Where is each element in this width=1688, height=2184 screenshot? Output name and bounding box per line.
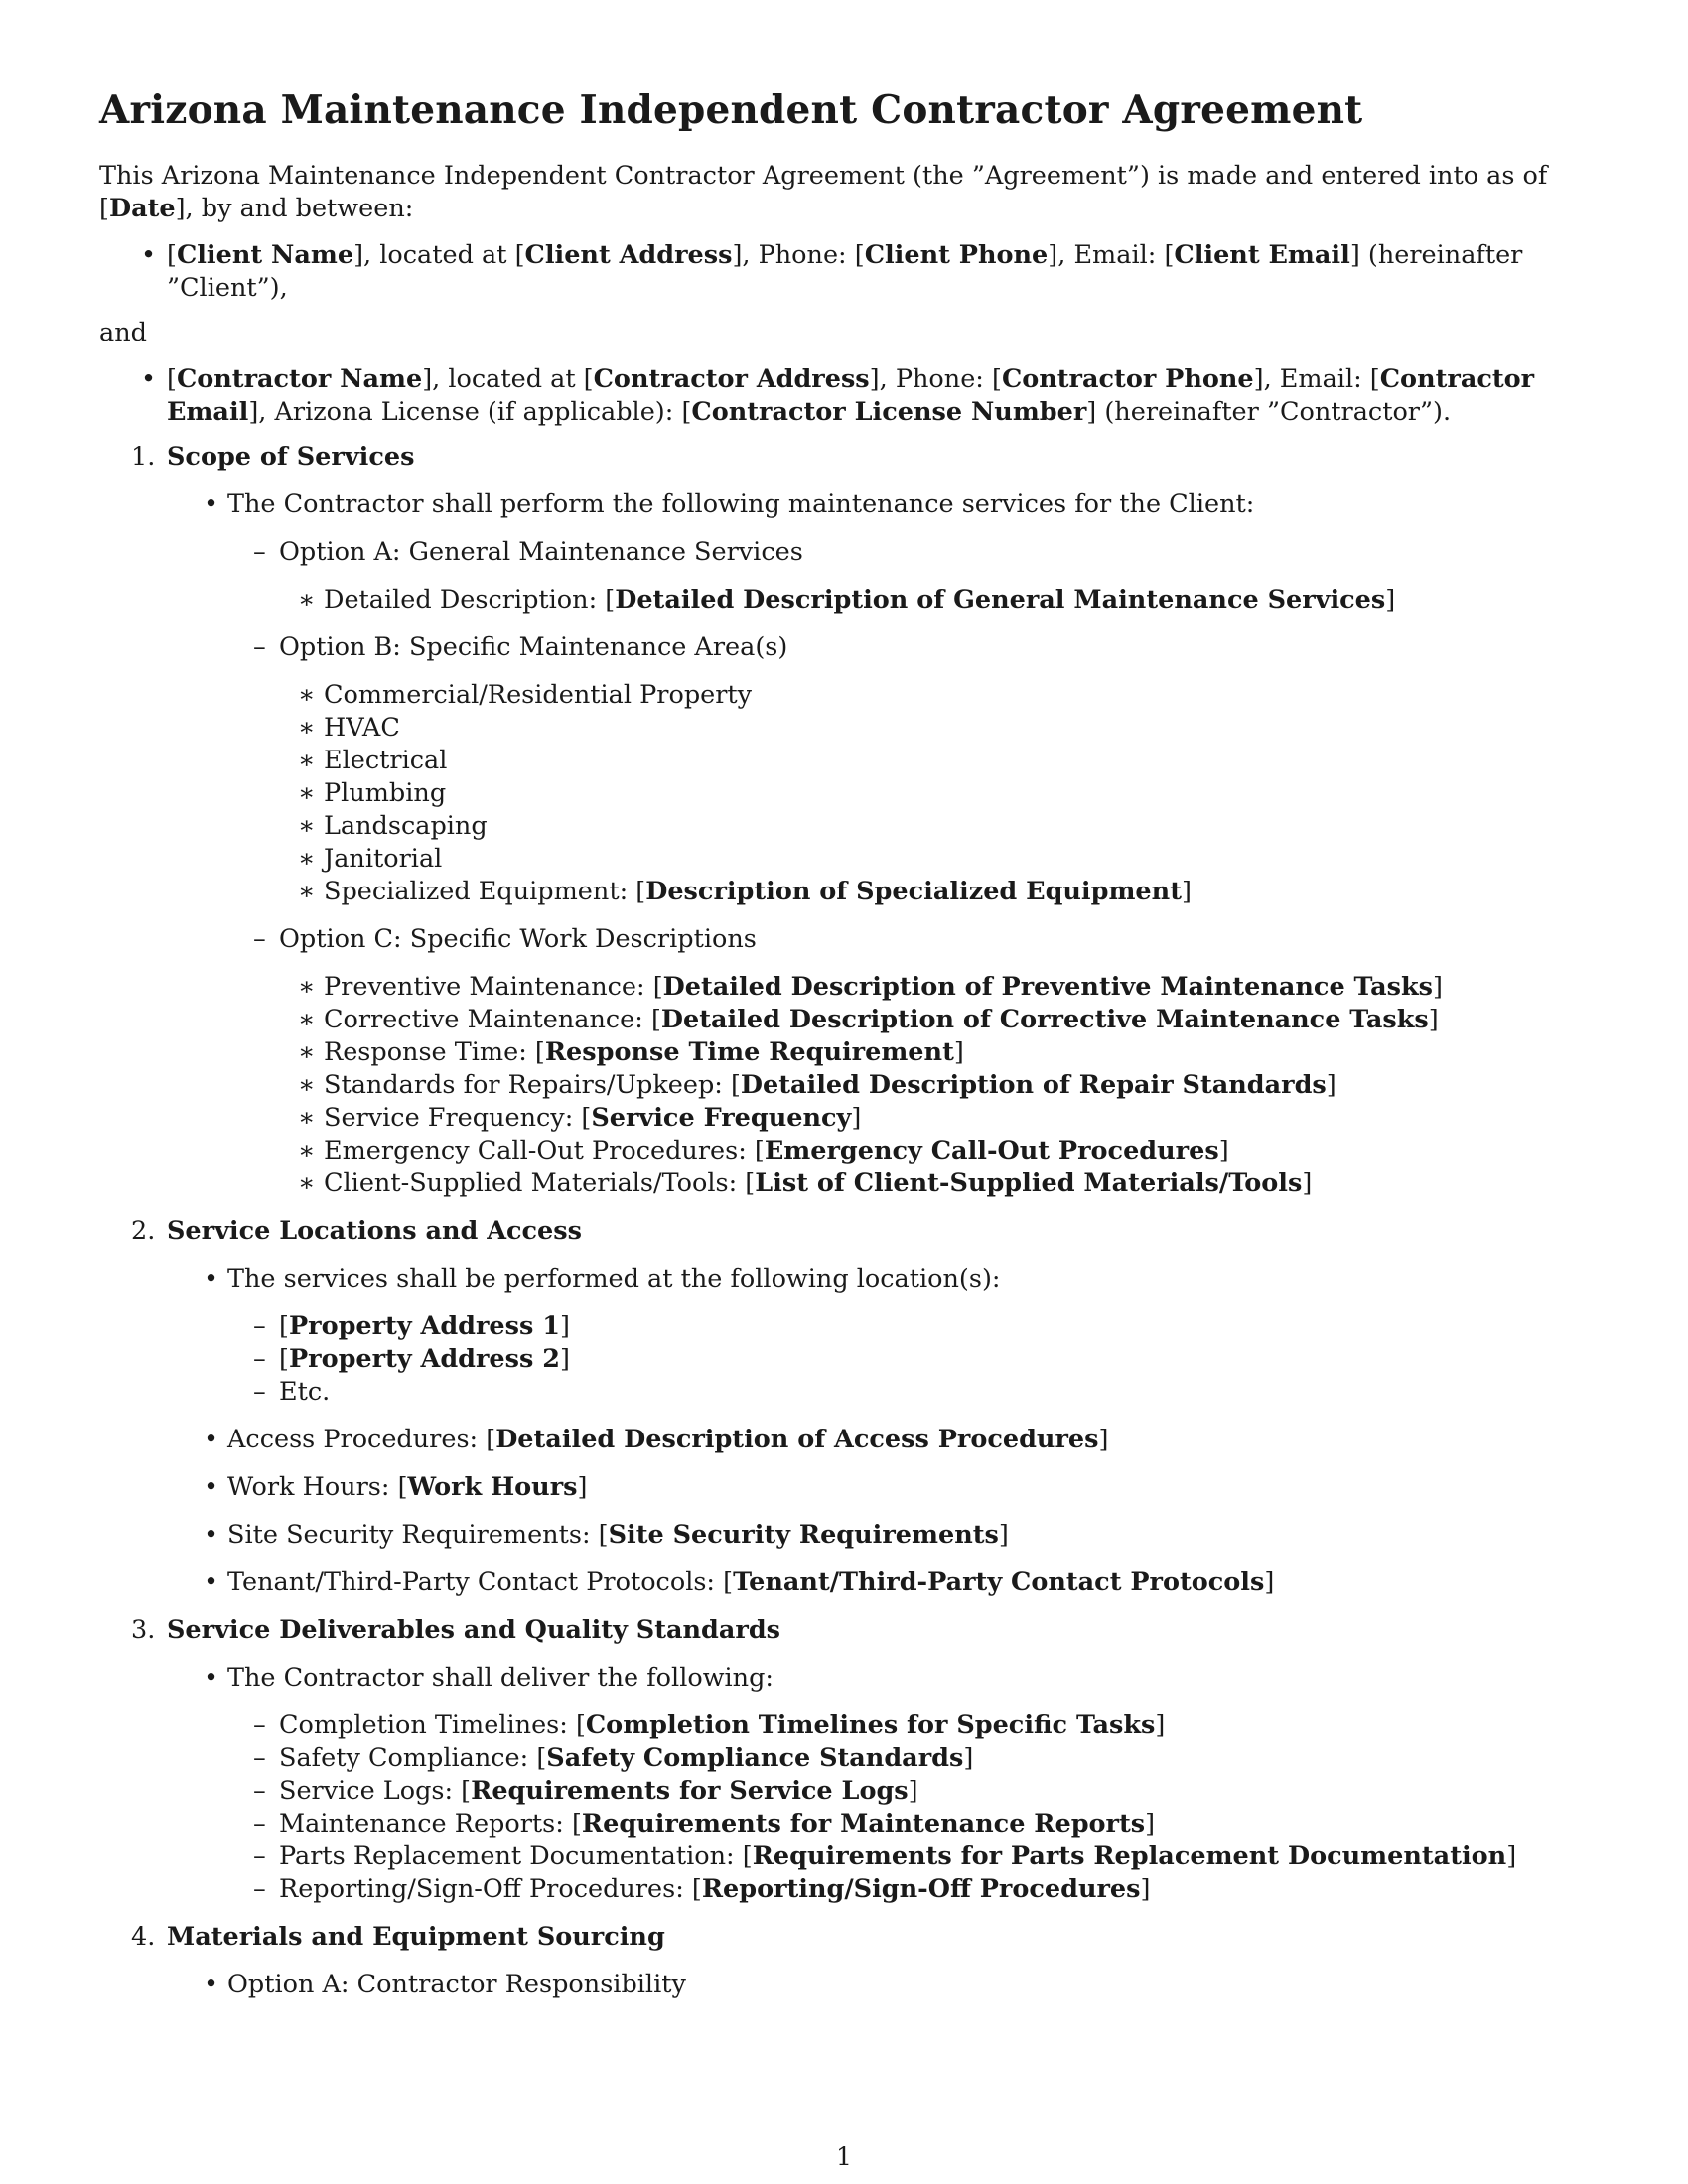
located-text: ], located at [ [422,364,594,394]
option-b-label: Option B: Specific Maintenance Area(s) [279,632,788,662]
section-deliverables [131,1614,1599,1906]
item-placeholder: Safety Compliance Standards [546,1743,964,1773]
item-label: Tenant/Third-Party Contact Protocols: [ [227,1568,734,1597]
item-label: Site Security Requirements: [ [227,1520,609,1550]
item-placeholder: Emergency Call-Out Procedures [764,1136,1219,1165]
bracket: ] [1428,1005,1439,1034]
item-label: Preventive Maintenance: [ [324,972,663,1002]
item-placeholder: Site Security Requirements [608,1520,999,1550]
and-connector: and [99,318,147,347]
list-item: ∗ HVAC [324,712,1599,745]
bracket: ] [1140,1874,1151,1904]
intro-text: This Arizona Maintenance Independent Contractor Agreement (the ”Agreement”) is made and entered into as of [ [99,161,1548,223]
list-item [227,488,1599,1200]
locations-lead: The services shall be performed at the following location(s): [227,1264,1001,1294]
sections-list [99,441,1599,2001]
item-placeholder: Completion Timelines for Specific Tasks [585,1710,1156,1740]
item-label: Service Logs: [ [279,1776,472,1806]
contractor-party-list [99,363,1599,429]
list-item: ∗ Janitorial [324,843,1599,876]
document-page [99,84,1599,2016]
client-address-placeholder: Client Address [524,240,733,270]
bracket: ] [1098,1425,1109,1454]
bracket: ] [559,1311,570,1341]
list-item [227,1519,1599,1552]
document-title: Arizona Maintenance Independent Contractor Agreement [99,87,1363,133]
section-materials-sourcing [131,1921,1599,2001]
section-number: 4. [131,1922,156,1952]
scope-lead: The Contractor shall perform the following maintenance services for the Client: [227,489,1255,519]
contractor-phone-placeholder: Contractor Phone [1001,364,1254,394]
item-placeholder: Detailed Description of Corrective Maintenance Tasks [660,1005,1429,1034]
list-item: ∗ Landscaping [324,810,1599,843]
bracket: ] [953,1037,964,1067]
deliverables-lead: The Contractor shall deliver the following: [227,1663,774,1693]
list-item [227,1567,1599,1599]
item-placeholder: Work Hours [407,1472,578,1502]
option-a [279,536,1599,616]
option-b-items [279,679,1599,908]
list-item [279,1742,1599,1775]
item-label: Parts Replacement Documentation: [ [279,1842,753,1871]
bracket: ] [1181,877,1192,906]
item-label: Client-Supplied Materials/Tools: [ [324,1168,756,1198]
item-placeholder: Detailed Description of Preventive Maintenance Tasks [662,972,1433,1002]
client-party: • [Client Name], located at [Client Address], Phone: [Client Phone], Email: [Client Email] (hereinafter ”Client”), [167,239,1599,305]
section-scope-of-services [131,441,1599,1200]
bracket: ] [1385,585,1396,614]
option-b [279,631,1599,908]
item-label: Completion Timelines: [ [279,1710,586,1740]
located-text: ], located at [ [353,240,525,270]
intro-text-end: ], by and between: [175,194,414,223]
page-number: 1 [836,2142,852,2171]
bracket: ] [1506,1842,1517,1871]
client-suffix: ] (hereinafter ”Client”), [167,240,1523,303]
property-address-1: Property Address 1 [288,1311,560,1341]
list-item [227,1424,1599,1456]
item-label: Corrective Maintenance: [ [324,1005,661,1034]
email-label: ], Email: [ [1253,364,1380,394]
list-item [227,1263,1599,1409]
email-label: ], Email: [ [1048,240,1175,270]
scope-options [227,536,1599,1200]
section-title: Service Locations and Access [167,1216,582,1246]
bracket: ] [577,1472,588,1502]
list-item [279,1709,1599,1742]
list-item [324,584,1599,616]
deliverables-list [167,1662,1599,1906]
bracket: ] [963,1743,974,1773]
item-placeholder: Requirements for Maintenance Reports [581,1809,1146,1839]
list-item [227,1471,1599,1504]
item-placeholder: List of Client-Supplied Materials/Tools [755,1168,1303,1198]
list-item [279,1808,1599,1841]
item-label: Reporting/Sign-Off Procedures: [ [279,1874,702,1904]
phone-label: ], Phone: [ [869,364,1002,394]
item-label: Access Procedures: [ [227,1425,496,1454]
bracket: ] [908,1776,918,1806]
item-label: Response Time: [ [324,1037,545,1067]
item-placeholder: Response Time Requirement [544,1037,954,1067]
bracket: ] [1302,1168,1313,1198]
bracket: ] [1432,972,1443,1002]
item-label: Specialized Equipment: [ [324,877,646,906]
list-item [324,1036,1599,1069]
contractor-party: • [Contractor Name], located at [Contractor Address], Phone: [Contractor Phone], Email: [Contractor Email], Arizona License (if applicable): [Contractor License Number] (hereinafter ”Contractor”). [167,363,1599,429]
scope-list [167,488,1599,1200]
item-placeholder: Detailed Description of Access Procedures [495,1425,1099,1454]
list-item [279,1841,1599,1873]
list-item: – Etc. [279,1376,1599,1409]
bracket: ] [559,1344,570,1374]
item-label: Work Hours: [ [227,1472,408,1502]
section-number: 1. [131,442,156,472]
option-c [279,923,1599,1200]
item-placeholder: Description of Specialized Equipment [645,877,1182,906]
item-label: Safety Compliance: [ [279,1743,547,1773]
item-placeholder: Service Frequency [591,1103,852,1133]
list-item [279,1775,1599,1808]
list-item [227,1662,1599,1906]
item-placeholder: Detailed Description of General Maintenance Services [615,585,1386,614]
item-placeholder: Tenant/Third-Party Contact Protocols [733,1568,1265,1597]
list-item [324,1004,1599,1036]
date-placeholder: Date [108,194,176,223]
list-item [324,1167,1599,1200]
item-label: Detailed Description: [ [324,585,616,614]
locations-list [167,1263,1599,1599]
item-placeholder: Requirements for Parts Replacement Documentation [752,1842,1507,1871]
section-number: 2. [131,1216,156,1246]
list-item [324,876,1599,908]
phone-label: ], Phone: [ [732,240,865,270]
contractor-name-placeholder: Contractor Name [176,364,423,394]
contractor-email-placeholder: Contractor Email [167,364,1535,427]
item-label: Maintenance Reports: [ [279,1809,582,1839]
bracket: ] [998,1520,1009,1550]
option-c-items [279,971,1599,1200]
contractor-suffix: ] (hereinafter ”Contractor”). [1086,397,1452,427]
contractor-license-placeholder: Contractor License Number [691,397,1087,427]
list-item: ∗ Plumbing [324,777,1599,810]
contractor-address-placeholder: Contractor Address [593,364,870,394]
option-a-items [279,584,1599,616]
bracket: ] [1155,1710,1166,1740]
section-title: Scope of Services [167,442,415,472]
list-item [324,971,1599,1004]
list-item [324,1135,1599,1167]
license-label: ], Arizona License (if applicable): [ [248,397,692,427]
list-item [324,1102,1599,1135]
client-phone-placeholder: Client Phone [864,240,1049,270]
list-item: – [Property Address 2] [279,1343,1599,1376]
list-item: • Option A: Contractor Responsibility [227,1969,1599,2001]
option-a-label: Option A: General Maintenance Services [279,537,803,567]
intro-paragraph [99,160,1599,225]
item-label: Standards for Repairs/Upkeep: [ [324,1070,741,1100]
section-title: Service Deliverables and Quality Standards [167,1615,781,1645]
section-number: 3. [131,1615,156,1645]
section-title: Materials and Equipment Sourcing [167,1922,665,1952]
section-service-locations [131,1215,1599,1599]
item-placeholder: Requirements for Service Logs [471,1776,909,1806]
client-party-list [99,239,1599,305]
bracket: ] [1218,1136,1229,1165]
bracket: ] [1264,1568,1275,1597]
list-item [324,1069,1599,1102]
item-placeholder: Detailed Description of Repair Standards [740,1070,1327,1100]
list-item: – [Property Address 1] [279,1310,1599,1343]
list-item: ∗ Commercial/Residential Property [324,679,1599,712]
client-name-placeholder: Client Name [176,240,354,270]
address-list [227,1310,1599,1409]
option-c-label: Option C: Specific Work Descriptions [279,924,757,954]
list-item [279,1873,1599,1906]
item-placeholder: Reporting/Sign-Off Procedures [701,1874,1141,1904]
deliverables-items [227,1709,1599,1906]
client-email-placeholder: Client Email [1174,240,1350,270]
item-label: Emergency Call-Out Procedures: [ [324,1136,765,1165]
materials-list [167,1969,1599,2001]
bracket: ] [851,1103,862,1133]
item-label: Service Frequency: [ [324,1103,592,1133]
bracket: ] [1145,1809,1156,1839]
list-item: ∗ Electrical [324,745,1599,777]
property-address-2: Property Address 2 [288,1344,560,1374]
bracket: ] [1326,1070,1336,1100]
